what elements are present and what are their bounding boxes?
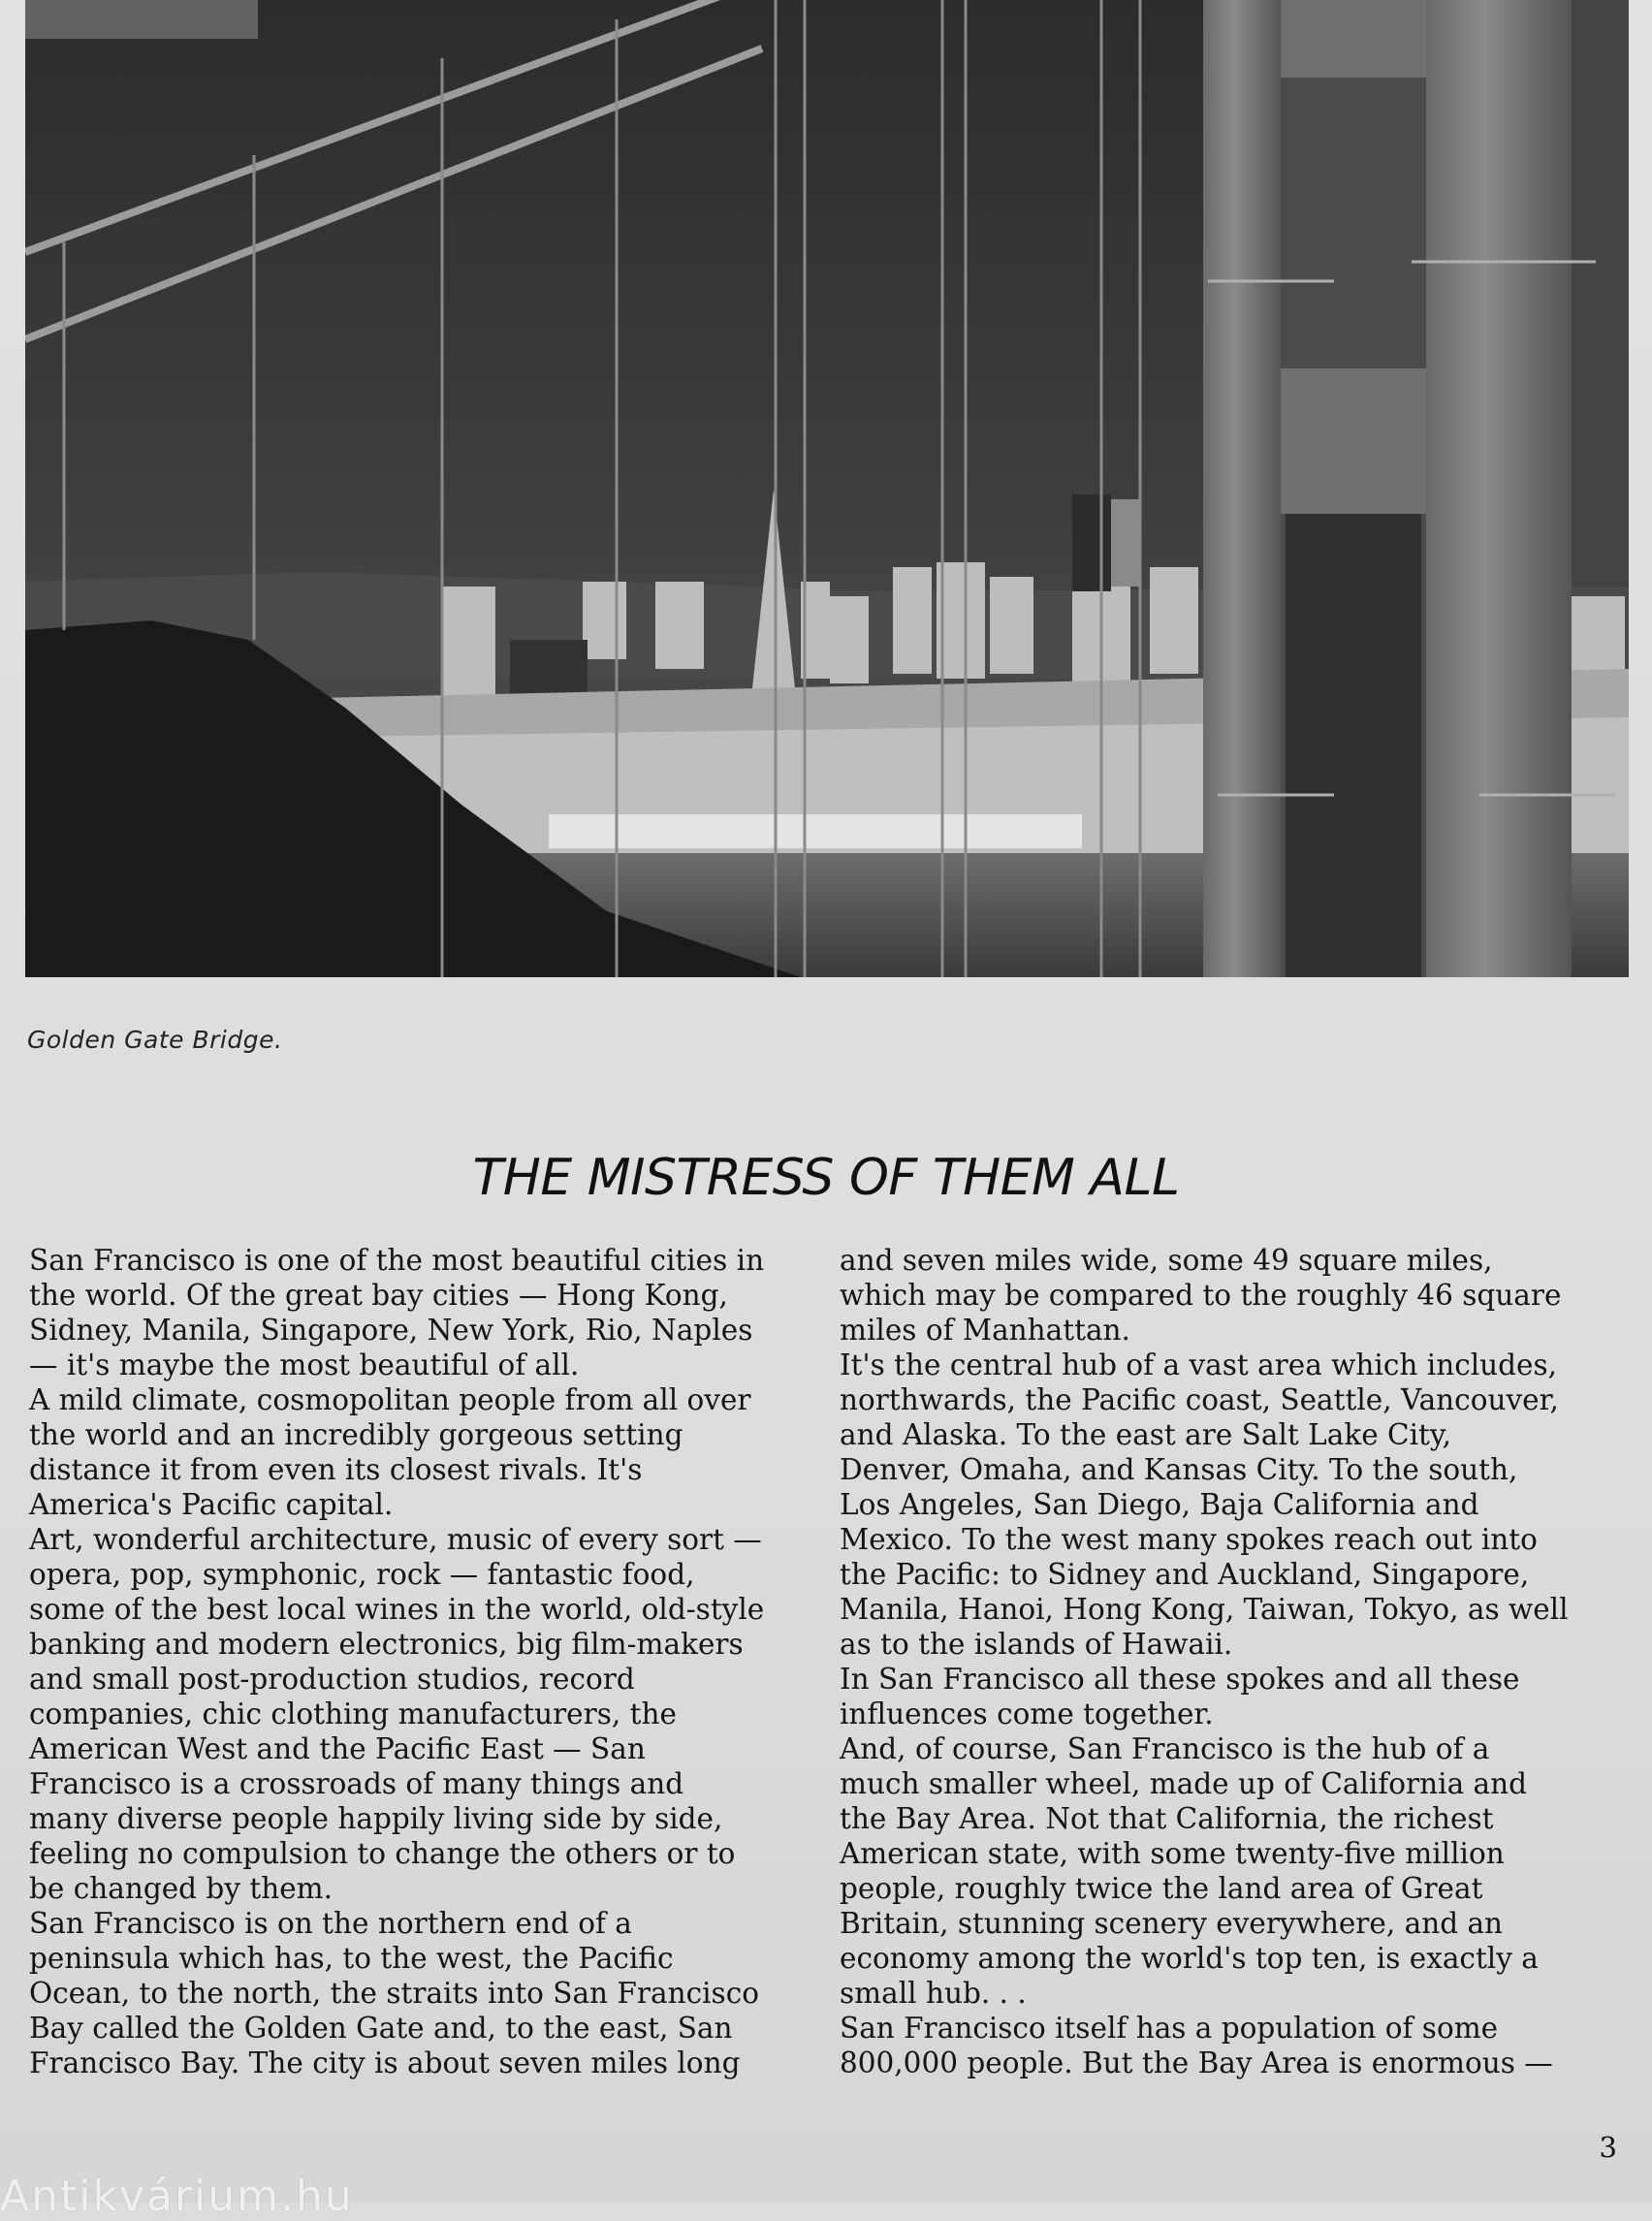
- text-line: In San Francisco all these spokes and all these: [840, 1663, 1520, 1696]
- text-line: be changed by them.: [29, 1872, 334, 1905]
- text-line: and seven miles wide, some 49 square miles,: [840, 1244, 1493, 1277]
- text-line: small hub. . .: [840, 1977, 1027, 2010]
- text-line: and Alaska. To the east are Salt Lake City,: [840, 1418, 1452, 1451]
- text-line: Britain, stunning scenery everywhere, and an: [840, 1907, 1504, 1940]
- text-line: economy among the world's top ten, is exactly a: [840, 1942, 1539, 1975]
- text-line: It's the central hub of a vast area which includes,: [840, 1348, 1558, 1381]
- text-line: San Francisco is on the northern end of a: [29, 1907, 632, 1940]
- text-line: some of the best local wines in the world, old-style: [29, 1593, 765, 1626]
- chapter-title: THE MISTRESS OF THEM ALL: [472, 1149, 1180, 1207]
- text-line: Sidney, Manila, Singapore, New York, Rio, Naples: [29, 1314, 753, 1347]
- text-line: northwards, the Pacific coast, Seattle, Vancouver,: [840, 1383, 1559, 1416]
- text-line: Art, wonderful architecture, music of every sort —: [29, 1523, 762, 1556]
- text-line: Bay called the Golden Gate and, to the east, San: [29, 2012, 733, 2045]
- text-line: Ocean, to the north, the straits into San Francisco: [29, 1977, 759, 2010]
- text-line: 800,000 people. But the Bay Area is enormous —: [840, 2046, 1553, 2079]
- text-line: the world. Of the great bay cities — Hong Kong,: [29, 1279, 728, 1312]
- text-line: which may be compared to the roughly 46 square: [840, 1279, 1562, 1312]
- text-line: distance it from even its closest rivals. It's: [29, 1453, 643, 1486]
- text-line: American West and the Pacific East — San: [29, 1732, 646, 1765]
- text-line: feeling no compulsion to change the others or to: [29, 1837, 736, 1870]
- text-line: Los Angeles, San Diego, Baja California and: [840, 1488, 1479, 1521]
- text-line: miles of Manhattan.: [840, 1314, 1130, 1347]
- text-line: American state, with some twenty-five million: [840, 1837, 1505, 1870]
- text-line: people, roughly twice the land area of Great: [840, 1872, 1483, 1905]
- right-text-column: [840, 1243, 1635, 2080]
- text-line: opera, pop, symphonic, rock — fantastic food,: [29, 1558, 695, 1591]
- text-line: Francisco Bay. The city is about seven miles long: [29, 2046, 741, 2079]
- text-line: And, of course, San Francisco is the hub of a: [840, 1732, 1490, 1765]
- golden-gate-photo: [25, 0, 1629, 977]
- text-line: Manila, Hanoi, Hong Kong, Taiwan, Tokyo, as well: [840, 1593, 1569, 1626]
- page-number: 3: [1599, 2131, 1617, 2164]
- text-line: San Francisco itself has a population of some: [840, 2012, 1499, 2045]
- text-line: Denver, Omaha, and Kansas City. To the south,: [840, 1453, 1518, 1486]
- text-line: the world and an incredibly gorgeous setting: [29, 1418, 683, 1451]
- text-line: influences come together.: [840, 1697, 1214, 1730]
- text-line: and small post-production studios, record: [29, 1663, 635, 1696]
- text-line: A mild climate, cosmopolitan people from all over: [29, 1383, 751, 1416]
- text-line: many diverse people happily living side by side,: [29, 1802, 723, 1835]
- text-line: the Pacific: to Sidney and Auckland, Singapore,: [840, 1558, 1530, 1591]
- watermark: Antikvárium.hu: [0, 2172, 354, 2221]
- text-line: Mexico. To the west many spokes reach out into: [840, 1523, 1538, 1556]
- text-line: much smaller wheel, made up of California and: [840, 1767, 1528, 1800]
- text-line: the Bay Area. Not that California, the richest: [840, 1802, 1494, 1835]
- text-line: as to the islands of Hawaii.: [840, 1628, 1233, 1661]
- text-line: Francisco is a crossroads of many things and: [29, 1767, 684, 1800]
- photo-caption: Golden Gate Bridge.: [27, 1026, 283, 1054]
- left-text-column: [29, 1243, 824, 2080]
- text-line: banking and modern electronics, big film-makers: [29, 1628, 744, 1661]
- text-line: San Francisco is one of the most beautiful cities in: [29, 1244, 765, 1277]
- text-line: peninsula which has, to the west, the Pacific: [29, 1942, 674, 1975]
- text-line: — it's maybe the most beautiful of all.: [29, 1348, 580, 1381]
- text-line: companies, chic clothing manufacturers, the: [29, 1697, 677, 1730]
- text-line: America's Pacific capital.: [29, 1488, 394, 1521]
